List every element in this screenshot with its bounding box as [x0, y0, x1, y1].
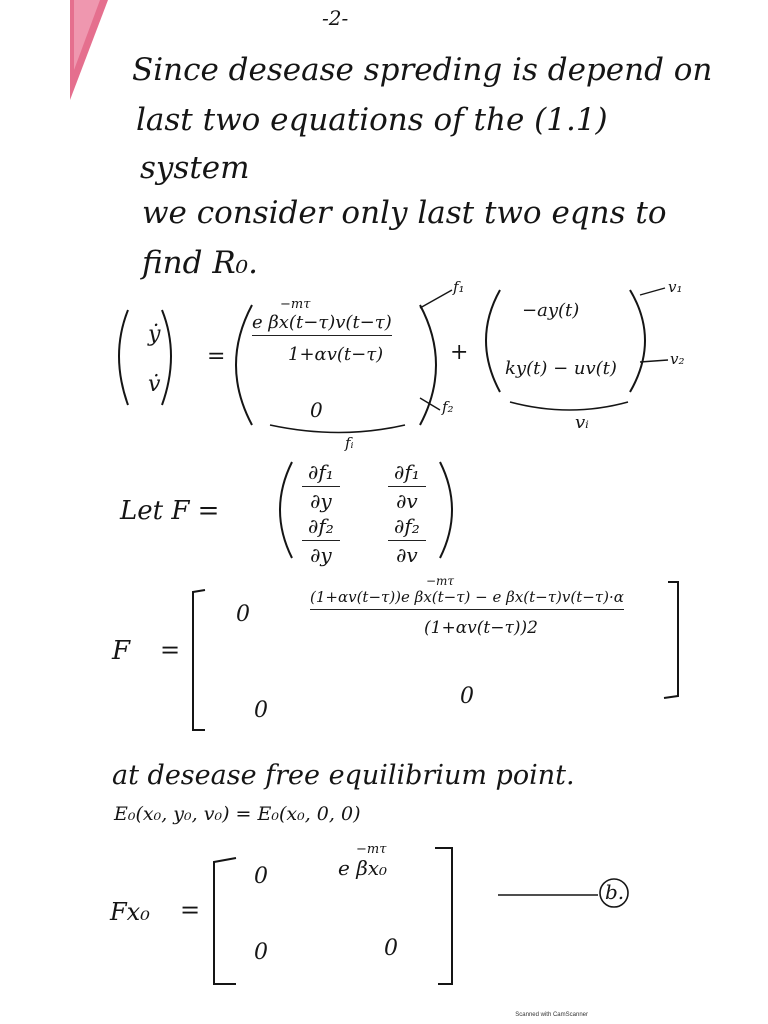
a21-num: ∂f₂: [302, 514, 340, 541]
a11-den: ∂y: [310, 489, 332, 513]
F-a11: 0: [236, 602, 250, 627]
v1-value: −ay(t): [522, 300, 580, 321]
f1-denominator: 1+αv(t−τ): [288, 344, 384, 365]
Fx0-a12: e βx₀: [338, 856, 388, 880]
intro-line-1: Since desease spreding is depend on: [132, 52, 713, 88]
lhs-top: ẏ: [148, 322, 161, 347]
Fx0-a21: 0: [254, 940, 268, 965]
F-a12-numerator: (1+αv(t−τ))e βx(t−τ) − e βx(t−τ)v(t−τ)·α: [310, 588, 624, 610]
dfe-line-1: at desease free equilibrium point.: [112, 760, 575, 791]
lhs-bottom: v̇: [148, 372, 161, 397]
a12-den: ∂v: [396, 489, 418, 513]
Fx0-a22: 0: [384, 936, 398, 961]
scanner-footer: Scanned with CamScanner: [515, 1012, 588, 1018]
intro-line-4: we consider only last two eqns to: [142, 195, 667, 231]
label-f2: f₂: [442, 398, 454, 416]
page-number: -2-: [322, 6, 349, 30]
f1-exponent: −mτ: [280, 297, 311, 312]
jacobian-label: Let F =: [120, 496, 220, 526]
equation-tag: b.: [605, 880, 625, 904]
F-equals: =: [160, 636, 181, 664]
a12-num: ∂f₁: [388, 460, 426, 487]
system-plus: +: [450, 340, 469, 365]
Fx0-a12-exponent: −mτ: [356, 842, 387, 857]
intro-line-3: system: [140, 150, 250, 186]
Fx0-equals: =: [180, 896, 201, 924]
dfe-line-2: E₀(x₀, y₀, v₀) = E₀(x₀, 0, 0): [114, 803, 361, 825]
f2-value: 0: [310, 398, 323, 422]
label-f1: f₁: [453, 278, 465, 296]
a22-num: ∂f₂: [388, 514, 426, 541]
f1-numerator: e βx(t−τ)v(t−τ): [252, 312, 392, 336]
intro-line-2: last two equations of the (1.1): [136, 102, 608, 138]
Fx0-label: Fx₀: [110, 898, 150, 926]
a11-num: ∂f₁: [302, 460, 340, 487]
F-a12-exponent: −mτ: [426, 574, 455, 588]
F-a22: 0: [460, 684, 474, 709]
Fx0-a11: 0: [254, 864, 268, 889]
system-equals: =: [207, 344, 226, 369]
F-a21: 0: [254, 698, 268, 723]
label-v1: v₁: [668, 278, 683, 296]
v2-value: ky(t) − uv(t): [505, 358, 617, 379]
intro-line-5: find R₀.: [142, 245, 258, 281]
label-v2: v₂: [670, 350, 685, 368]
a22-den: ∂v: [396, 543, 418, 567]
label-fi: fᵢ: [345, 434, 354, 452]
F-label: F: [112, 636, 131, 666]
F-a12-denominator: (1+αv(t−τ))2: [424, 618, 538, 638]
label-vi: vᵢ: [575, 412, 589, 433]
a21-den: ∂y: [310, 543, 332, 567]
